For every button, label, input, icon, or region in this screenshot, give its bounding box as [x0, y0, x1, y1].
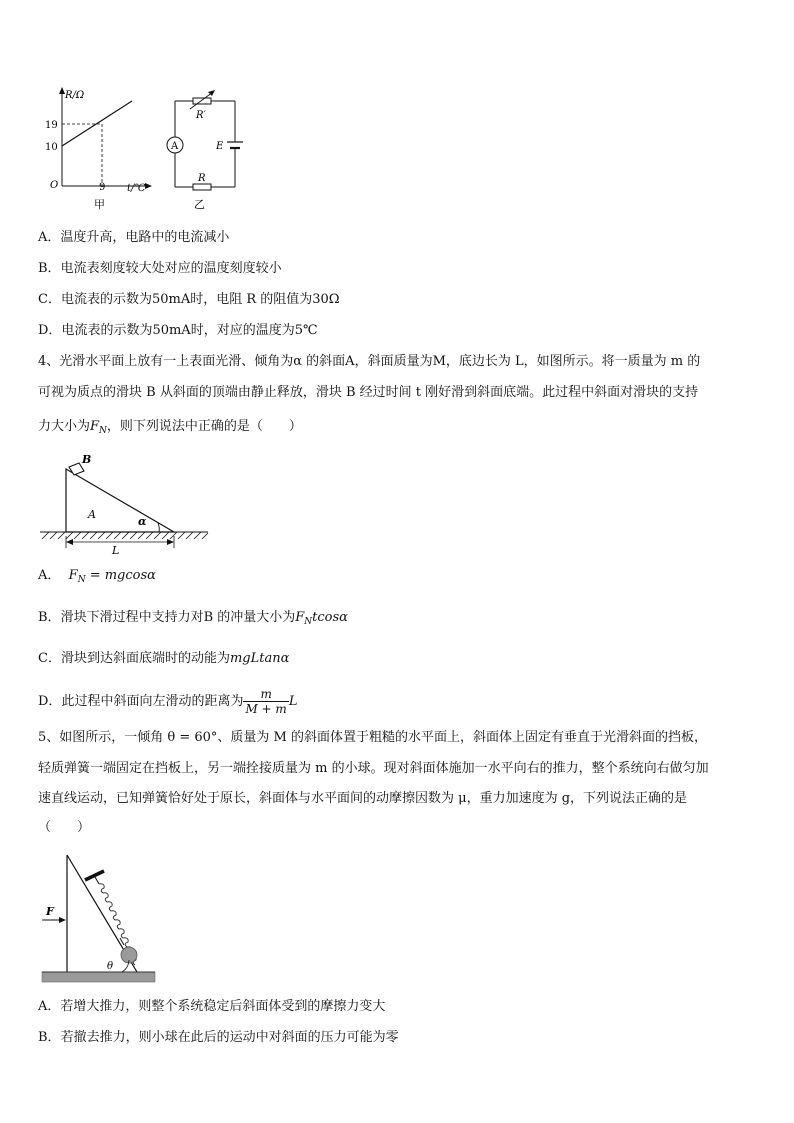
wedge-a-label: A [88, 508, 96, 521]
q3-option-d: D．电流表的示数为50mA时，对应的温度为5℃ [38, 323, 318, 338]
q3-option-c: C．电流表的示数为50mA时，电阻 R 的阻值为30Ω [38, 292, 340, 307]
angle-theta-label: θ [107, 961, 114, 972]
block-b-label: B [82, 453, 92, 466]
q4-option-b: B．滑块下滑过程中支持力对B 的冲量大小为$F_Ntcos\alpha$ [38, 610, 348, 627]
graph-tick-19: 19 [45, 120, 58, 131]
q5-stem-line1: 5、如图所示，一倾角 θ = 60°、质量为 M 的斜面体置于粗糙的水平面上，斜面体上固定有垂直于光滑斜面的挡板， [38, 730, 708, 745]
circuit-figure [155, 86, 245, 214]
force-f-label: F [46, 905, 54, 918]
graph-origin-label: O [50, 180, 59, 191]
angle-alpha-label: α [138, 515, 147, 528]
ammeter-icon: A [171, 141, 179, 152]
q3-option-b: B．电流表刻度较大处对应的温度刻度较小 [38, 261, 282, 276]
graph-y-axis-label: R/Ω [65, 90, 85, 101]
circuit-rheostat-label: R′ [196, 110, 206, 121]
q5-option-a: A．若增大推力，则整个系统稳定后斜面体受到的摩擦力变大 [38, 999, 386, 1014]
q4-option-a: A． $F_N = mgcos\alpha$ [38, 568, 156, 585]
graph-caption: 甲 [94, 198, 105, 211]
q5-stem-line4: （ ） [38, 820, 91, 835]
circuit-caption: 乙 [194, 198, 205, 211]
q4-option-d: D．此过程中斜面向左滑动的距离为 $\frac{m}{M + m}$ L [38, 687, 298, 716]
graph-figure [36, 84, 156, 214]
q3-option-a: A．温度升高，电路中的电流减小 [38, 230, 230, 245]
q4-stem-line2: 可视为质点的滑块 B 从斜面的顶端由静止释放，滑块 B 经过时间 t 刚好滑到斜面底端。此过程中斜面对滑块的支持 [38, 385, 699, 400]
graph-tick-9: 9 [99, 182, 106, 193]
q4-stem-line1: 4、光滑水平面上放有一上表面光滑、倾角为α 的斜面A，斜面质量为M，底边长为 L，如图所示。将一质量为 m 的 [38, 354, 701, 369]
q4-option-c: C．滑块到达斜面底端时的动能为mgLtanα [38, 651, 290, 666]
q5-option-b: B．若撤去推力，则小球在此后的运动中对斜面的压力可能为零 [38, 1030, 399, 1045]
q5-stem-line3: 速直线运动，已知弹簧恰好处于原长，斜面体与水平面间的动摩擦因数为 μ，重力加速度为 g，下列说法正确的是 [38, 791, 688, 806]
wedge-figure [38, 450, 210, 558]
q4-stem-line3: 力大小为$F_N$，则下列说法中正确的是（ ） [38, 419, 302, 436]
length-l-label: L [112, 544, 120, 557]
circuit-emf-label: E [216, 141, 224, 152]
graph-tick-10: 10 [45, 142, 58, 153]
distance-fraction: $\frac{m}{M + m}$ [245, 687, 287, 716]
graph-x-axis-label: t/℃ [127, 183, 146, 194]
spring-incline-figure [40, 850, 160, 988]
circuit-resistor-label: R [198, 173, 206, 184]
q5-stem-line2: 轻质弹簧一端固定在挡板上，另一端拴接质量为 m 的小球。现对斜面体施加一水平向右的推力，整个系统向右做匀加 [38, 761, 709, 776]
